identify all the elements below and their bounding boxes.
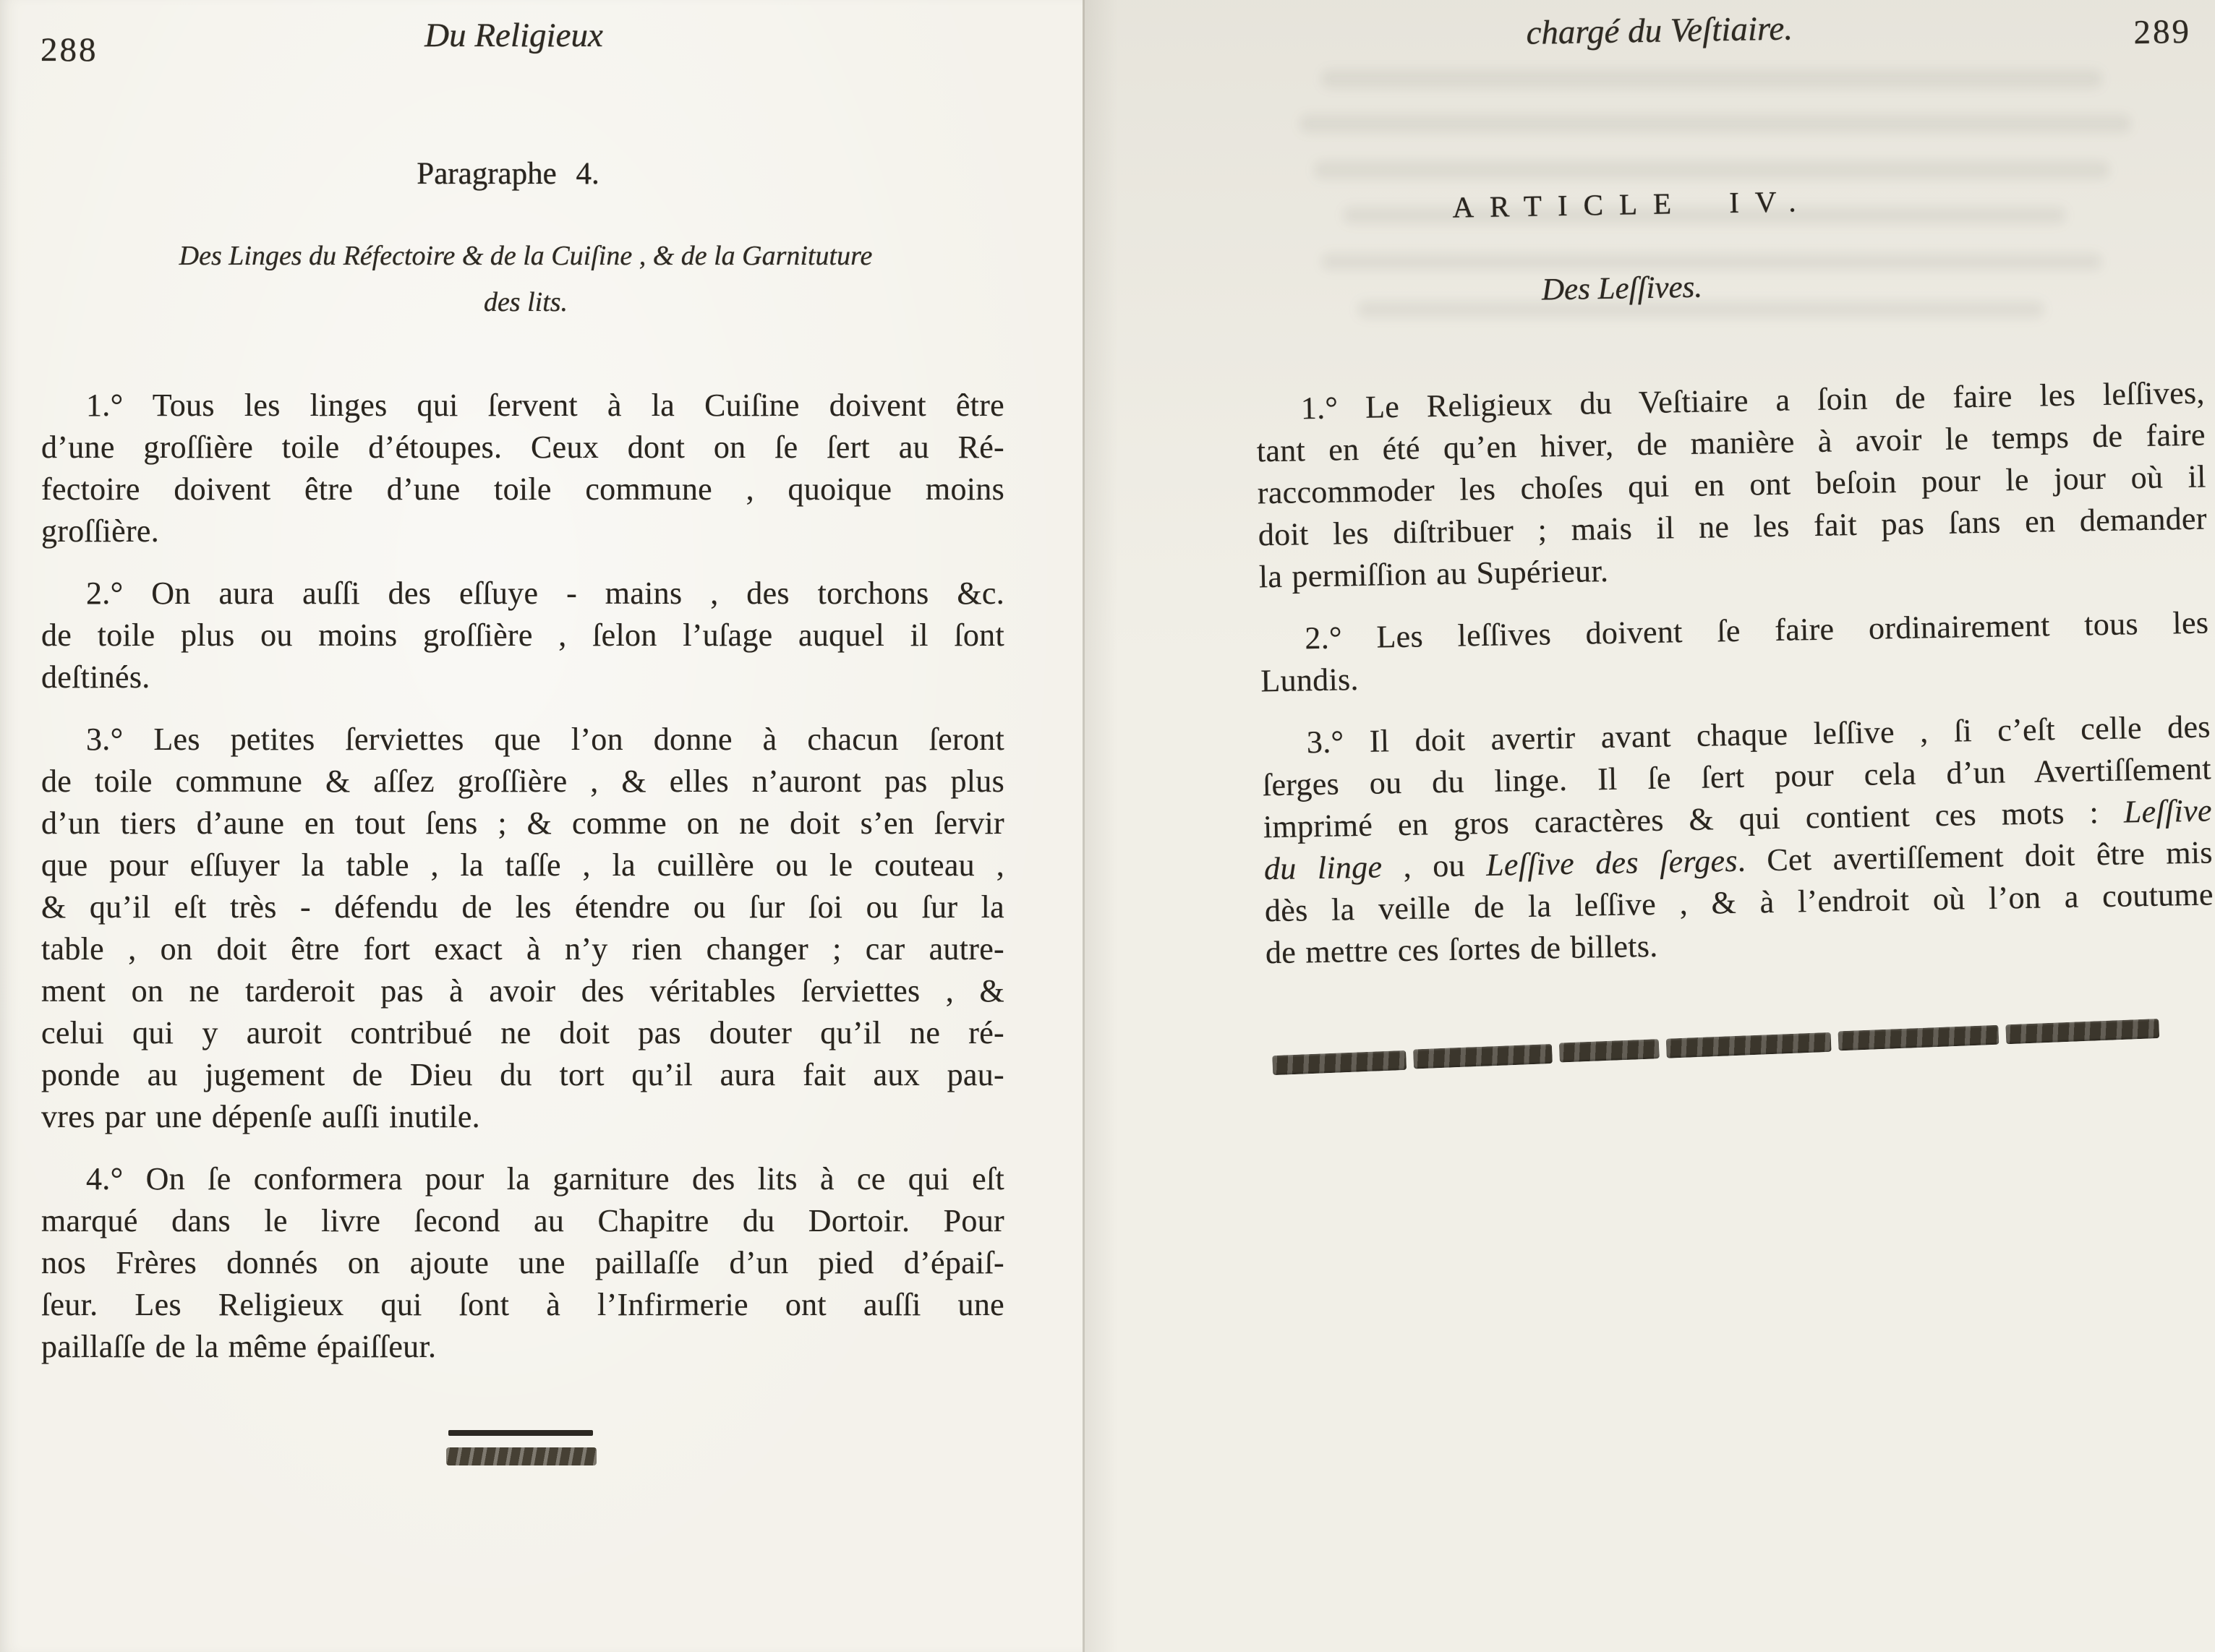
text-line: tant en été qu’en hiver, de manière à avoir le temps de faire xyxy=(1256,416,2206,469)
right-page xyxy=(1083,0,2215,1652)
text-line: de mettre ces ſortes de billets. xyxy=(1265,928,1658,971)
rule-segment xyxy=(1666,1032,1832,1058)
right-page-content xyxy=(1070,0,2215,1652)
rule-segment xyxy=(1559,1039,1660,1062)
text-line: d’une groſſière toile d’étoupes. Ceux dont on ſe ſert au Ré- xyxy=(41,429,1004,465)
text-line: ſeur. Les Religieux qui ſont à l’Infirmerie ont auſſi une xyxy=(41,1287,1004,1322)
paragraph-heading: Paragraphe 4. xyxy=(417,157,599,191)
text-line: deſtinés. xyxy=(41,659,150,695)
text-line: 3.° Les petites ſerviettes que l’on donne à chacun ſeront xyxy=(86,722,1004,757)
rule-segment xyxy=(1838,1025,1999,1051)
article-subtitle: Des Leſſives. xyxy=(1541,270,1703,307)
subtitle-line: des lits. xyxy=(483,287,568,317)
text-line: 2.° Les leſſives doivent ſe faire ordinairement tous les xyxy=(1304,604,2209,656)
text-line: 2.° On aura auſſi des eſſuye - mains , des torchons &c. xyxy=(86,575,1004,611)
text-line: nos Frères donnés on ajoute une paillaſſe d’un pied d’épaiſ- xyxy=(41,1245,1004,1280)
text-line: d’un tiers d’aune en tout ſens ; & comme on ne doit s’en ſervir xyxy=(41,805,1004,841)
text-line: du linge , ou Leſſive des ſerges. Cet avertiſſement doit être mis xyxy=(1263,834,2214,887)
rule-segment xyxy=(1413,1044,1553,1069)
text-line: & qu’il eſt très - défendu de les étendre ou ſur ſoi ou ſur la xyxy=(41,889,1004,925)
text-line: vres par une dépenſe auſſi inutile. xyxy=(41,1099,480,1134)
text-line: dès la veille de la leſſive , & à l’endroit où l’on a coutume xyxy=(1264,876,2214,929)
text-line: ponde au jugement de Dieu du tort qu’il aura fait aux pau- xyxy=(41,1057,1004,1092)
text-line: 4.° On ſe conformera pour la garniture des lits à ce qui eſt xyxy=(86,1161,1004,1197)
right-text-column xyxy=(1255,372,2214,995)
text-line: table , on doit être fort exact à n’y rien changer ; car autre- xyxy=(41,931,1004,967)
paragraph xyxy=(1255,372,2208,599)
rule-segment xyxy=(1272,1050,1407,1075)
text-line: 1.° Le Religieux du Veſtiaire a ſoin de faire les leſſives, xyxy=(1300,375,2206,427)
section-subtitle xyxy=(41,233,1010,325)
rule-segment xyxy=(2005,1019,2159,1044)
text-line: fectoire doivent être d’une toile commune , quoique moins xyxy=(41,471,1004,507)
subtitle-line: Des Linges du Réfectoire & de la Cuiſine , & de la Garnituture xyxy=(179,241,873,271)
text-line: groſſière. xyxy=(41,513,160,549)
text-line: 3.° Il doit avertir avant chaque leſſive , ſi c’eſt celle des xyxy=(1306,709,2211,761)
article-heading: ARTICLE IV. xyxy=(1452,184,1812,224)
running-title-left: Du Religieux xyxy=(424,17,603,54)
paragraph xyxy=(41,573,1004,698)
text-line: ſerges ou du linge. Il ſe ſert pour cela d’un Avertiſſement xyxy=(1262,750,2212,803)
page-number-left: 288 xyxy=(40,31,98,69)
text-line: la permiſſion au Supérieur. xyxy=(1258,552,1609,595)
text-line: Lundis. xyxy=(1260,661,1360,699)
rule-segment xyxy=(448,1430,593,1436)
running-title-right: chargé du Veſtiaire. xyxy=(1526,9,1793,52)
text-line: que pour eſſuyer la table , la taſſe , la cuillère ou le couteau , xyxy=(41,847,1004,883)
text-line: paillaſſe de la même épaiſſeur. xyxy=(41,1329,437,1364)
text-line: doit les diſtribuer ; mais il ne les fait pas ſans en demander xyxy=(1258,500,2208,553)
article-end-rule xyxy=(1272,1019,2161,1074)
section-end-rule xyxy=(446,1430,597,1465)
text-line: de toile commune & aſſez groſſière , & elles n’auront pas plus xyxy=(41,763,1004,799)
text-line: de toile plus ou moins groſſière , ſelon l’uſage auquel il ſont xyxy=(41,617,1004,653)
paragraph xyxy=(41,1158,1004,1368)
page-number-right: 289 xyxy=(2133,12,2192,52)
text-line: celui qui y auroit contribué ne doit pas douter qu’il ne ré- xyxy=(41,1015,1004,1050)
text-line: 1.° Tous les linges qui ſervent à la Cuiſine doivent être xyxy=(86,388,1004,423)
left-text-column xyxy=(41,385,1004,1388)
text-line: ment on ne tarderoit pas à avoir des véritables ſerviettes , & xyxy=(41,973,1004,1009)
text-line: imprimé en gros caractères & qui contient ces mots : Leſſive xyxy=(1263,792,2213,845)
text-line: marqué dans le livre ſecond au Chapitre du Dortoir. Pour xyxy=(41,1203,1004,1238)
paragraph xyxy=(1261,706,2214,974)
rule-segment xyxy=(446,1447,597,1465)
left-page xyxy=(0,0,1083,1652)
paragraph xyxy=(1260,602,2210,702)
paragraph xyxy=(41,719,1004,1138)
text-line: raccommoder les choſes qui en ont beſoin pour le jour où il xyxy=(1257,458,2207,511)
paragraph xyxy=(41,385,1004,552)
